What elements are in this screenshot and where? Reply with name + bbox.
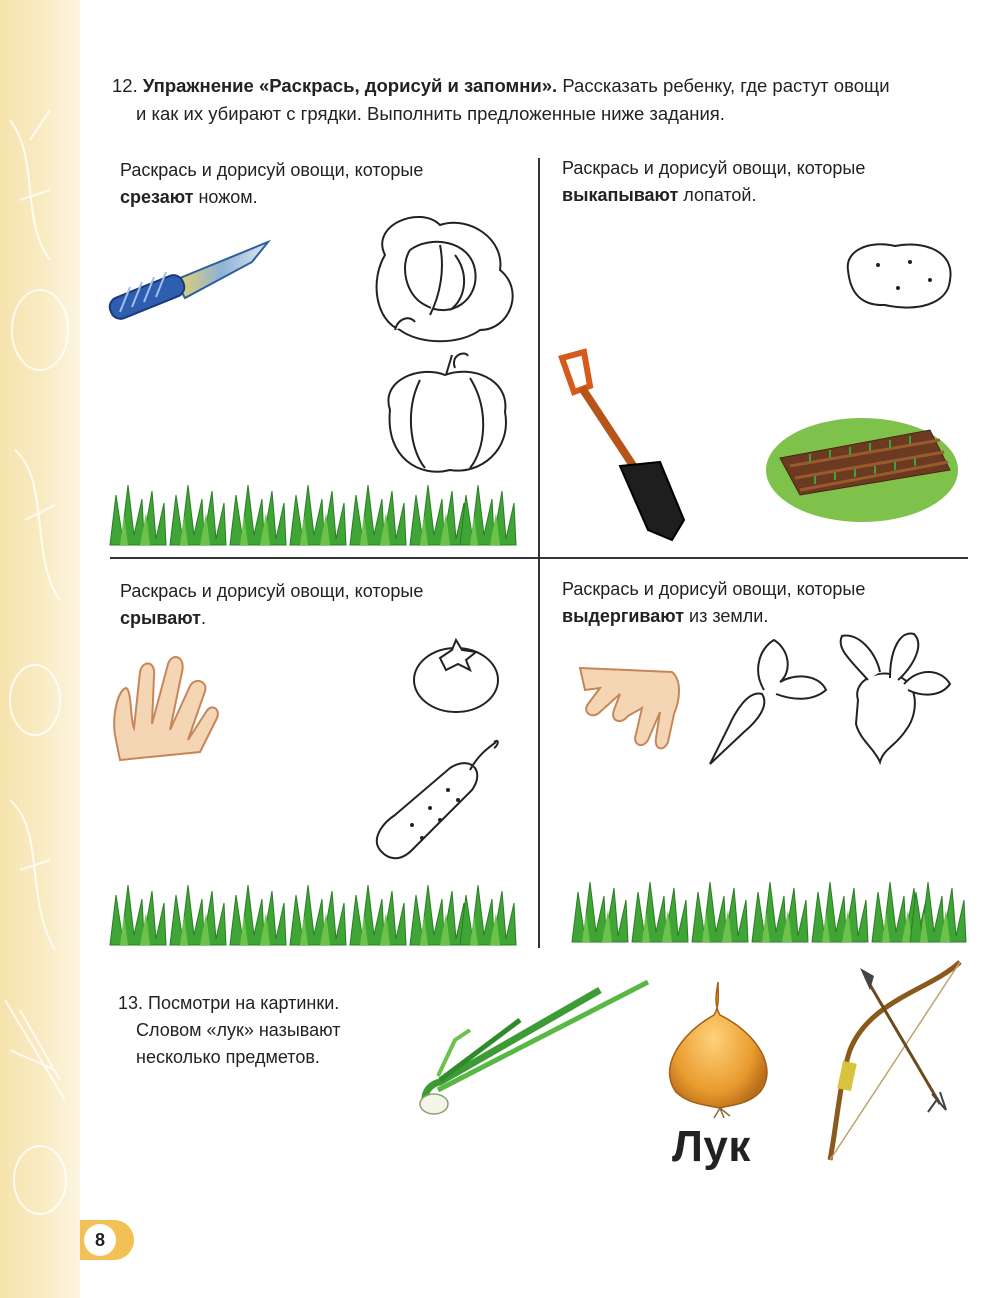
exercise-13-line3: несколько предметов. [136, 1047, 320, 1067]
q2-caption-keyword: выкапывают [562, 185, 679, 205]
potato-icon [848, 244, 951, 307]
grass-row [110, 885, 516, 945]
cucumber-icon [377, 741, 498, 858]
q1-caption-keyword: срезают [120, 187, 194, 207]
hand-icon [580, 668, 679, 748]
exercise-12-title: Упражнение «Раскрась, дорисуй и запомни». [142, 75, 558, 96]
grass-row [572, 882, 966, 942]
q2-caption-rest: лопатой. [678, 185, 757, 205]
bow-and-arrow-icon [830, 962, 960, 1160]
grass-row [110, 485, 516, 545]
cabbage-icon [377, 217, 513, 341]
q2-caption-line1: Раскрась и дорисуй овощи, которые [562, 158, 866, 178]
q3-caption-line1: Раскрась и дорисуй овощи, которые [120, 581, 424, 601]
onion-icon [670, 982, 767, 1118]
q4-caption-line1: Раскрась и дорисуй овощи, которые [562, 579, 866, 599]
knife-icon [107, 242, 268, 322]
exercise-13-text [118, 990, 341, 1071]
shovel-icon [562, 352, 684, 540]
green-onion-icon [420, 982, 648, 1114]
word-luk: Лук [672, 1122, 751, 1171]
exercise-12-number: 12. [112, 75, 138, 96]
q3-caption-rest: . [200, 608, 206, 628]
pumpkin-icon [388, 353, 506, 471]
page-number: 8 [84, 1224, 116, 1256]
q1-caption-line1: Раскрась и дорисуй овощи, которые [120, 160, 424, 180]
q4-caption-rest: из земли. [684, 606, 769, 626]
exercise-12-intro: Рассказать ребенку, где растут овощи [557, 75, 890, 96]
q4-caption-keyword: выдергивают [562, 606, 685, 626]
q1-caption-rest: ножом. [193, 187, 258, 207]
beet-icon [841, 633, 950, 762]
q3-caption-keyword: срывают [120, 608, 201, 628]
tomato-icon [414, 640, 498, 712]
exercise-13-line2: Словом «лук» называют [136, 1020, 341, 1040]
page-number-badge [80, 1220, 134, 1260]
garden-bed-icon [766, 418, 958, 522]
exercise-13-line1: 13. Посмотри на картинки. [118, 993, 340, 1013]
carrot-icon [710, 640, 826, 764]
exercise-12-intro-line2: и как их убирают с грядки. Выполнить предложенные ниже задания. [136, 103, 725, 124]
hand-icon [114, 657, 218, 760]
